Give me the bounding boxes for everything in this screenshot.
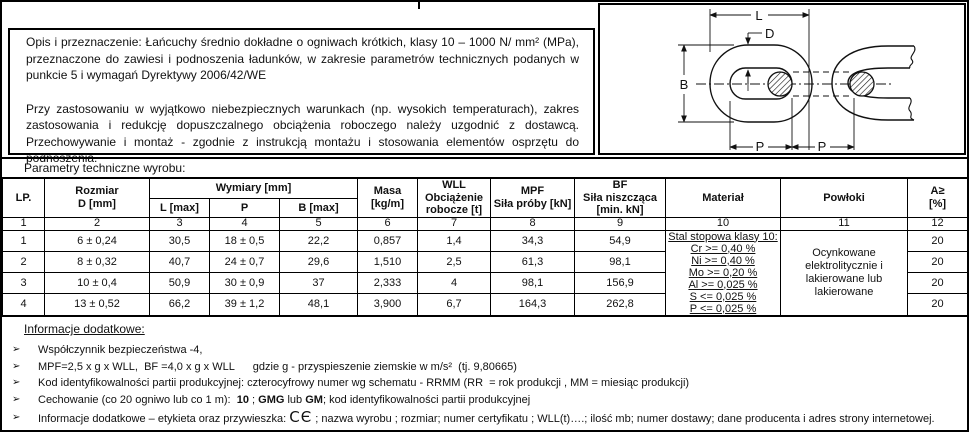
col-header-material: Materiał — [666, 179, 781, 218]
col-header-rozmiar: Rozmiar D [mm] — [45, 179, 150, 218]
col-header-lp: LP. — [3, 179, 45, 218]
material-cell: Stal stopowa klasy 10: Cr >= 0,40 % Ni >= 0,40 % Mo >= 0,20 % Al >= 0,025 % S <= 0,025 % P <= 0,025 % — [666, 230, 781, 315]
coating-cell: Ocynkowane elektrolitycznie i lakierowane lub lakierowane — [781, 230, 908, 315]
col-header-a: A≥ [%] — [908, 179, 968, 218]
col-header-wll: WLL Obciążenie robocze [t] — [418, 179, 491, 218]
table-row: 1 6 ± 0,24 30,5 18 ± 0,5 22,2 0,857 1,4 34,3 54,9 Stal stopowa klasy 10: Cr >= 0,40 % Ni >= 0,40 % Mo >= 0,20 % Al >= 0,025 % S <= 0,025 % P <= 0,025 % Ocynkowane elektrolitycznie i lakierowane lub lakierowane 20 — [3, 230, 968, 251]
note-item — [12, 360, 961, 375]
main-link-outline — [710, 45, 812, 122]
dim-label-B: B — [679, 77, 689, 92]
col-header-p: P — [210, 199, 280, 217]
note-item — [12, 408, 961, 427]
wire-cross-section-1 — [768, 72, 792, 96]
note-text: MPF=2,5 x g x WLL, BF =4,0 x g x WLL gdzie g - przyspieszenie ziemskie w m/s² (tj. 9,80665) — [38, 360, 517, 373]
note-bullet-icon: ➢ — [12, 344, 21, 355]
description-paragraph-2: Przy zastosowaniu w wyjątkowo niebezpiecznych warunkach (np. wysokich temperaturach), zakres zastosowania i redukcję dopuszczalnego obciążenia roboczego należy uzgodnić z dostawcą. Przechowywanie i montaż - zgodnie z instrukcją montażu i stosowania elementów osprzętu do podnoszenia. — [26, 101, 579, 165]
col-header-wymiary: Wymiary [mm] — [150, 179, 358, 199]
note-bullet-icon: ➢ — [12, 393, 21, 405]
note-text: Współczynnik bezpieczeństwa -4, — [38, 344, 203, 356]
notes-heading: Informacje dodatkowe: — [24, 322, 145, 336]
note-text: Cechowanie (co 20 ogniwo lub co 1 m): 10 ; GMG lub GM; kod identyfikowalności partii produkcyjnej — [38, 393, 531, 406]
col-header-masa: Masa [kg/m] — [358, 179, 418, 218]
note-text: Informacje dodatkowe – etykieta oraz przywieszka: CЄ ; nazwa wyrobu ; rozmiar; numer certyfikatu ; WLL(t)….; ilość mb; numer dostawy; dane producenta i adres strony internetowej. — [38, 408, 935, 426]
parameters-title-row — [2, 157, 967, 178]
notes-box — [2, 316, 967, 430]
col-header-powloki: Powłoki — [781, 179, 908, 218]
ce-mark-icon: CЄ — [289, 408, 313, 426]
parameters-table — [2, 178, 968, 316]
chain-link-diagram — [600, 5, 964, 153]
description-paragraph-1: Opis i przeznaczenie: Łańcuchy średnio dokładne o ogniwach krótkich, klasy 10 – 1000 N/ mm² (MPa), przeznaczone do zawiesi i podnoszenia ładunków, w zakresie parametrów technicznych podanych w punkcie 5 i wymagań Dyrektywy 2006/42/WE — [26, 35, 579, 82]
note-item — [12, 343, 961, 358]
wire-cross-section-2 — [850, 72, 874, 96]
table-row: 3 10 ± 0,4 50,9 30 ± 0,9 37 2,333 4 98,1 156,9 20 — [3, 273, 968, 294]
break-line-bottom — [909, 98, 914, 120]
note-item — [12, 376, 961, 391]
col-header-mpf: MPF Siła próby [kN] — [491, 179, 575, 218]
dim-label-P2: P — [817, 139, 827, 153]
parameters-title: Parametry techniczne wyrobu: — [24, 161, 186, 175]
column-number-row: 1 2 3 4 5 6 7 8 9 10 11 12 — [3, 217, 968, 230]
note-text: Kod identyfikowalności partii produkcyjnej: czterocyfrowy numer wg schematu - RRMM (RR = rok produkcji , MM = miesiąc produkcji) — [38, 377, 690, 389]
note-bullet-icon: ➢ — [12, 412, 21, 423]
col-header-b-max: B [max] — [280, 199, 358, 217]
note-item — [12, 393, 961, 408]
col-header-l-max: L [max] — [150, 199, 210, 217]
col-header-bf: BF Siła niszcząca [min. kN] — [575, 179, 666, 218]
table-row: 4 13 ± 0,52 66,2 39 ± 1,2 48,1 3,900 6,7 164,3 262,8 20 — [3, 294, 968, 315]
dim-label-L: L — [755, 8, 763, 23]
diagram-box — [598, 3, 966, 155]
note-bullet-icon: ➢ — [12, 377, 21, 388]
dim-label-P1: P — [755, 139, 765, 153]
top-border-tick — [418, 2, 420, 9]
break-line-top — [910, 46, 915, 68]
note-bullet-icon: ➢ — [12, 360, 21, 372]
table-row: 2 8 ± 0,32 40,7 24 ± 0,7 29,6 1,510 2,5 61,3 98,1 20 — [3, 251, 968, 272]
dim-label-D: D — [765, 26, 775, 41]
description-box — [8, 28, 595, 165]
